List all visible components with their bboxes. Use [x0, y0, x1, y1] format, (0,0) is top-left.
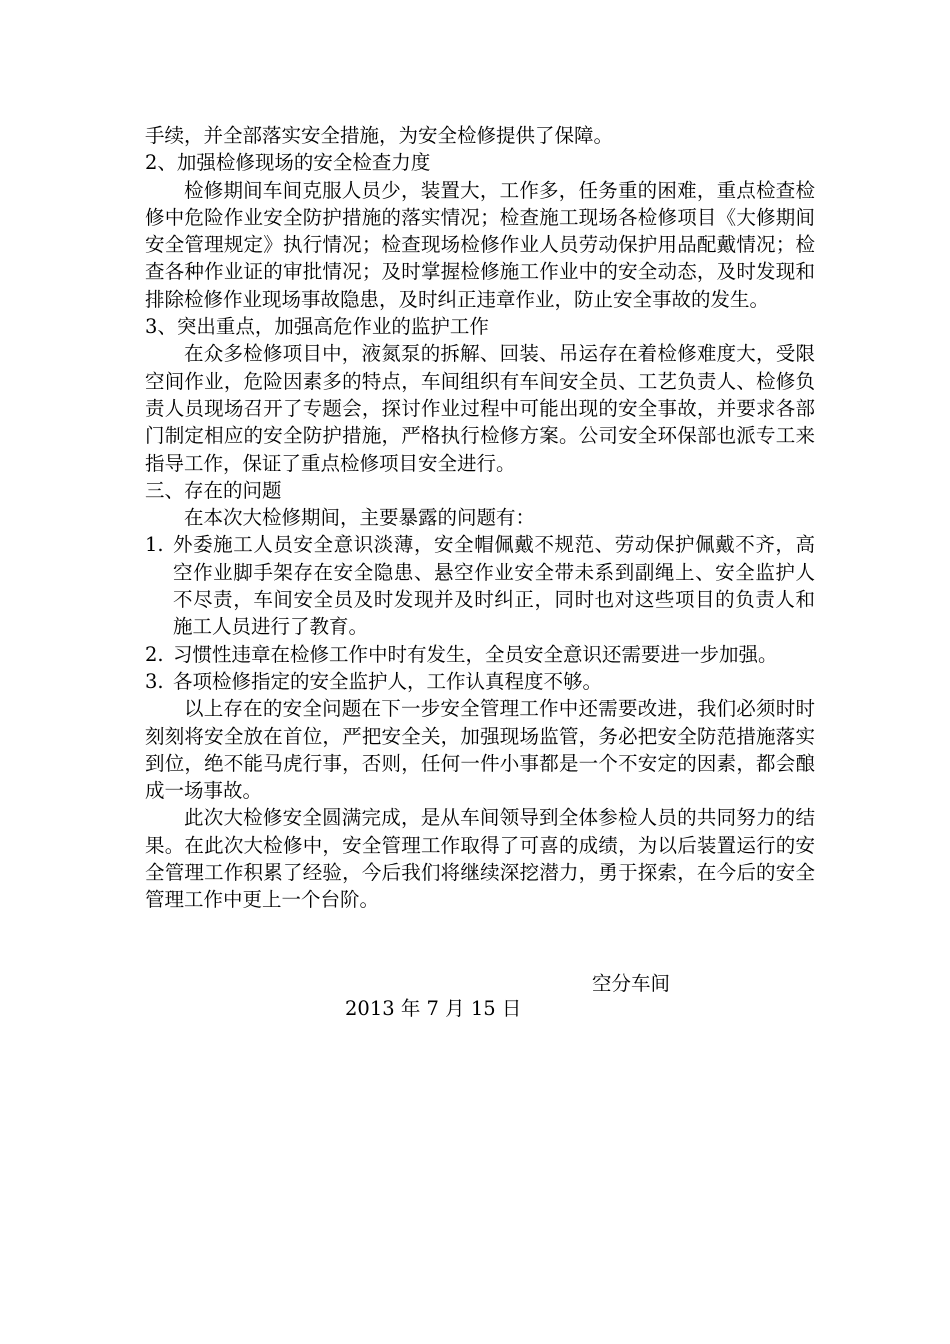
list-item-number: 2. — [145, 642, 164, 666]
signature-date: 2013 年 7 月 15 日 — [345, 997, 522, 1020]
paragraph-inspection: 检修期间车间克服人员少，装置大，工作多，任务重的困难，重点检查检修中危险作业安全防护措施的落实情况；检查施工现场各检修项目《大修期间安全管理规定》执行情况；检查现场检修作业人员劳动保护用品配戴情况；检查各种作业证的审批情况；及时掌握检修施工作业中的安全动态，及时发现和排除检修作业现场事故隐患，及时纠正违章作业，防止安全事故的发生。 — [145, 178, 815, 311]
list-item-number: 1. — [145, 533, 164, 557]
list-item — [145, 531, 815, 640]
paragraph-improvement: 以上存在的安全问题在下一步安全管理工作中还需要改进，我们必须时时刻刻将安全放在首位，严把安全关，加强现场监管，务必把安全防范措施落实到位，绝不能马虎行事，否则，任何一件小事都是一个不安定的因素，都会酿成一场事故。 — [145, 697, 815, 803]
paragraph-conclusion: 此次大检修安全圆满完成，是从车间领导到全体参检人员的共同努力的结果。在此次大检修中，安全管理工作取得了可喜的成绩，为以后装置运行的安全管理工作积累了经验，今后我们将继续深挖潜力，勇于探索，在今后的安全管理工作中更上一个台阶。 — [145, 806, 815, 912]
signature-department: 空分车间 — [592, 972, 671, 995]
paragraph-problems-intro: 在本次大检修期间，主要暴露的问题有： — [184, 506, 536, 530]
paragraph-continuation: 手续，并全部落实安全措施，为安全检修提供了保障。 — [145, 124, 614, 147]
list-item-text: 外委施工人员安全意识淡薄，安全帽佩戴不规范、劳动保护佩戴不齐，高空作业脚手架存在安全隐患、悬空作业安全带未系到副绳上、安全监护人不尽责，车间安全员及时发现并及时纠正，同时也对这些项目的负责人和施工人员进行了教育。 — [173, 533, 815, 639]
list-item-text: 各项检修指定的安全监护人，工作认真程度不够。 — [173, 669, 603, 693]
paragraph-high-risk: 在众多检修项目中，液氮泵的拆解、回装、吊运存在着检修难度大，受限空间作业，危险因素多的特点，车间组织有车间安全员、工艺负责人、检修负责人员现场召开了专题会，探讨作业过程中可能出现的安全事故，并要求各部门制定相应的安全防护措施，严格执行检修方案。公司安全环保部也派专工来指导工作，保证了重点检修项目安全进行。 — [145, 342, 815, 475]
list-item — [145, 641, 815, 668]
section-heading-problems: 三、存在的问题 — [145, 478, 282, 502]
list-item-text: 习惯性违章在检修工作中时有发生，全员安全意识还需要进一步加强。 — [173, 642, 778, 666]
document-body — [145, 122, 815, 914]
problems-list — [145, 531, 815, 695]
section-heading-high-risk: 3、突出重点，加强高危作业的监护工作 — [145, 315, 489, 339]
section-heading-inspection: 2、加强检修现场的安全检查力度 — [145, 151, 431, 175]
list-item — [145, 668, 815, 695]
list-item-number: 3. — [145, 669, 164, 693]
